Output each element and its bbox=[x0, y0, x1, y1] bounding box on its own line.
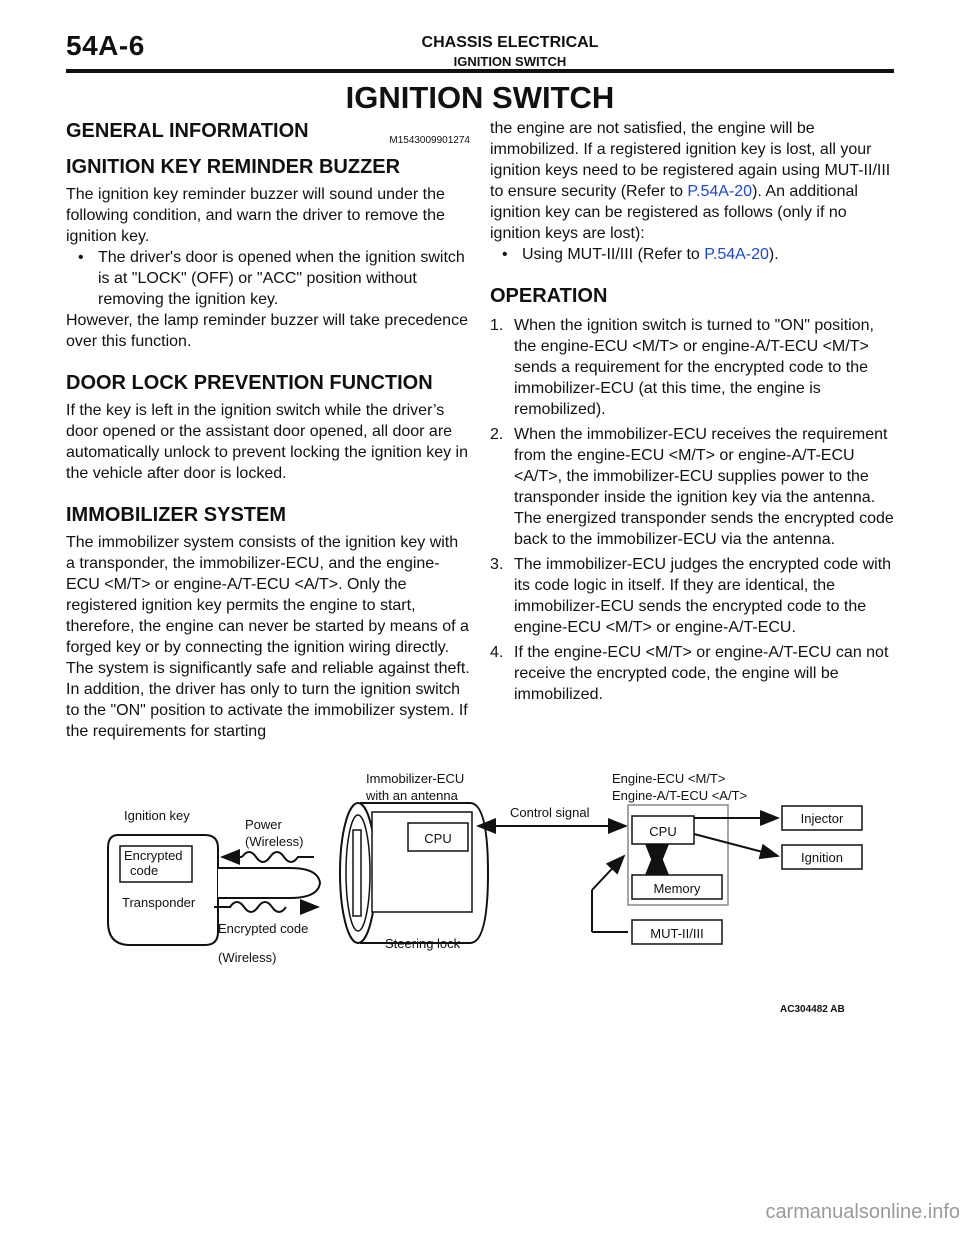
steering-lock-label: Steering lock bbox=[385, 936, 461, 951]
operation-item bbox=[490, 554, 895, 638]
transponder-label: Transponder bbox=[122, 895, 196, 910]
item-number: 2. bbox=[490, 426, 504, 443]
page-title: IGNITION SWITCH bbox=[345, 80, 615, 115]
immobilizer-heading: IMMOBILIZER SYSTEM bbox=[66, 504, 286, 526]
immobilizer-line1: Immobilizer-ECU bbox=[366, 771, 465, 786]
buzzer-heading: IGNITION KEY REMINDER BUZZER bbox=[66, 156, 401, 178]
mut-bullet bbox=[490, 244, 895, 265]
buzzer-bullet bbox=[66, 247, 470, 310]
buzzer-after: However, the lamp reminder buzzer will take precedence over this function. bbox=[66, 312, 468, 350]
doorlock-body: If the key is left in the ignition switch while the driver’s door opened or the assistant door opened, all door are automatically unlock to prevent locking the ignition key in the vehicle after door is locked. bbox=[66, 402, 468, 482]
encrypted-code-line2: code bbox=[130, 863, 159, 878]
buzzer-intro: The ignition key reminder buzzer will sound under the following condition, and warn the driver to remove the ignition key. bbox=[66, 186, 445, 245]
immobilizer-cont-b: ). An additional ignition key can be registered as follows (only if no ignition keys are lost): bbox=[490, 183, 858, 242]
power-wave bbox=[242, 852, 314, 862]
encrypted-code-label bbox=[124, 848, 183, 878]
item-number: 3. bbox=[490, 556, 504, 573]
item-text: When the ignition switch is turned to "ON" position, the engine-ECU <M/T> or engine-A/T-ECU <M/T> sends a requirement for the encrypted code to the immobilizer-ECU (at this time, the engine is remobilized). bbox=[514, 317, 874, 418]
encrypted-wireless-label: Encrypted code bbox=[218, 921, 309, 936]
bullet-dot: • bbox=[502, 246, 508, 263]
immobilizer-cont-a: the engine are not satisfied, the engine will be immobilized. If a registered ignition key is lost, all your ignition keys need to be registered again using MUT-II/III to ensure security (Refer to bbox=[490, 120, 891, 200]
power-line1: Power bbox=[245, 817, 282, 832]
immobilizer-body: The immobilizer system consists of the ignition key with a transponder, the immobilizer-ECU, and the engine-ECU <M/T> or engine-A/T-ECU <A/T>. Only the registered ignition key permits the engine to start, therefore, the engine can never be started by means of a forged key or by connecting the ignition wiring directly. The system is significantly safe and reliable against theft. In addition, the driver has only to turn the ignition switch to the "ON" position to activate the immobilizer system. If the requirements for starting bbox=[66, 534, 470, 740]
left-column bbox=[66, 118, 470, 742]
subsection-title: IGNITION SWITCH bbox=[453, 54, 567, 69]
control-signal-label: Control signal bbox=[510, 805, 590, 820]
operation-item bbox=[490, 642, 895, 705]
section-title: CHASSIS ELECTRICAL bbox=[421, 34, 599, 51]
mut-bullet-b: ). bbox=[768, 246, 779, 263]
page-number: 54A-6 bbox=[66, 30, 145, 61]
injector-label: Injector bbox=[800, 811, 844, 826]
watermark-footer: carmanualsonline.info bbox=[765, 1201, 960, 1223]
encrypted-wave bbox=[214, 902, 286, 912]
memory-label: Memory bbox=[653, 881, 701, 896]
engine-ecu-line2: Engine-A/T-ECU <A/T> bbox=[612, 788, 748, 803]
item-text: When the immobilizer-ECU receives the requirement from the engine-ECU <M/T> or engine-A/T-ECU <A/T>, the immobilizer-ECU supplies power to the transponder inside the ignition key via the antenna. The energized transponder sends the encrypted code back to the immobilizer-ECU via the antenna. bbox=[514, 426, 894, 548]
ignition-label: Ignition bbox=[801, 850, 843, 865]
power-line2: (Wireless) bbox=[245, 834, 304, 849]
item-text: If the engine-ECU <M/T> or engine-A/T-ECU can not receive the encrypted code, the engine will be immobilized. bbox=[514, 644, 889, 703]
engine-ecu-line1: Engine-ECU <M/T> bbox=[612, 771, 726, 786]
figure-id: AC304482 AB bbox=[780, 1004, 845, 1015]
power-label bbox=[245, 816, 304, 850]
operation-item bbox=[490, 424, 895, 550]
mut-bullet-a: Using MUT-II/III (Refer to bbox=[522, 246, 705, 263]
doc-id: M1543009901274 bbox=[389, 135, 470, 146]
bullet-dot: • bbox=[78, 249, 84, 266]
operation-item bbox=[490, 315, 895, 420]
immobilizer-line2: with an antenna bbox=[366, 788, 458, 803]
general-info-heading: GENERAL INFORMATION bbox=[66, 120, 309, 142]
mut-label: MUT-II/III bbox=[650, 926, 704, 941]
ref-link[interactable]: P.54A-20 bbox=[704, 246, 769, 263]
encrypted-code-line1: Encrypted bbox=[124, 848, 183, 863]
immobilizer-cpu-label: CPU bbox=[424, 831, 452, 846]
immobilizer-cont bbox=[490, 118, 895, 244]
item-number: 4. bbox=[490, 644, 504, 661]
item-text: The immobilizer-ECU judges the encrypted code with its code logic in itself. If they are identical, the immobilizer-ECU sends the encrypted code to the engine-ECU <M/T> or engine-A/T-ECU. bbox=[514, 556, 892, 636]
buzzer-bullet-text: The driver's door is opened when the ignition switch is at "LOCK" (OFF) or "ACC" position without removing the ignition key. bbox=[98, 249, 465, 308]
engine-cpu-label: CPU bbox=[649, 824, 677, 839]
item-number: 1. bbox=[490, 317, 504, 334]
operation-heading: OPERATION bbox=[490, 285, 608, 307]
encrypted-wireless-label2: (Wireless) bbox=[218, 950, 277, 965]
right-column bbox=[490, 118, 895, 705]
ref-link[interactable]: P.54A-20 bbox=[687, 183, 753, 200]
ignition-key-label: Ignition key bbox=[124, 808, 190, 823]
doorlock-heading: DOOR LOCK PREVENTION FUNCTION bbox=[66, 372, 433, 394]
engine-ecu-label bbox=[612, 770, 747, 804]
key-blade bbox=[218, 868, 320, 898]
header-rule bbox=[66, 69, 894, 73]
immobilizer-ecu-label bbox=[366, 770, 464, 804]
